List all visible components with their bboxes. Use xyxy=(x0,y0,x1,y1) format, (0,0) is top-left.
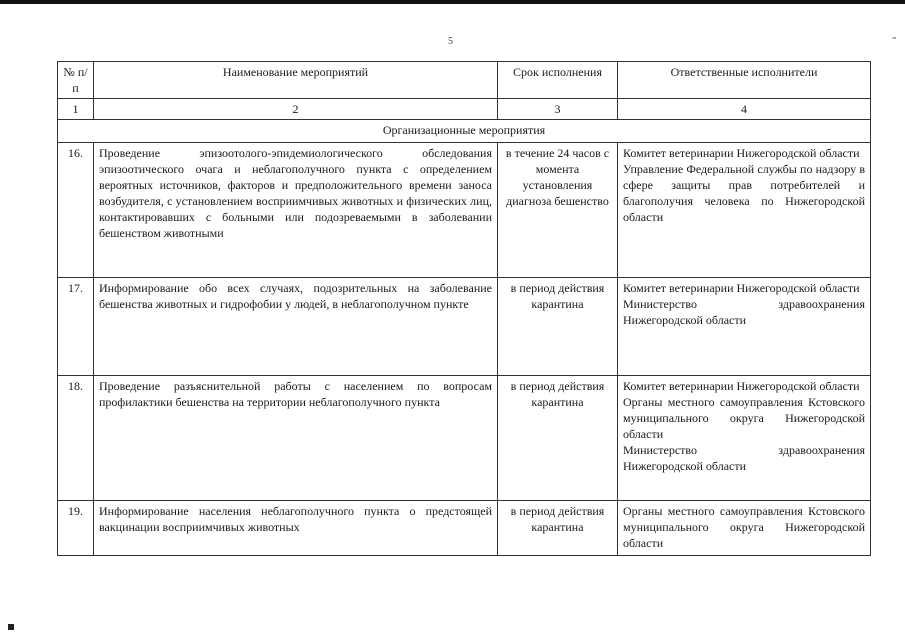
section-row xyxy=(58,120,871,143)
column-index: 3 xyxy=(498,99,618,120)
row-number: 17. xyxy=(58,278,94,376)
table-row xyxy=(58,278,871,376)
responsible-executor: Комитет ветеринарии Нижегородской области xyxy=(623,281,860,295)
corner-mark: - xyxy=(892,30,897,45)
measure-responsible xyxy=(618,278,871,376)
responsible-executor: Органы местного самоуправления Кстовского муниципального округа Нижегородской области xyxy=(623,395,865,441)
measure-term: в течение 24 часов с момента установления диагноза бешенство xyxy=(498,143,618,278)
responsible-executor: Министерство здравоохранения Нижегородской области xyxy=(623,297,865,327)
section-title: Организационные мероприятия xyxy=(58,120,871,143)
responsible-executor: Министерство здравоохранения Нижегородской области xyxy=(623,443,865,473)
header-responsible: Ответственные исполнители xyxy=(618,62,871,99)
measure-term: в период действия карантина xyxy=(498,501,618,556)
measure-name: Проведение разъяснительной работы с населением по вопросам профилактики бешенства на территории неблагополучного пункта xyxy=(94,376,498,501)
table-row xyxy=(58,376,871,501)
measure-name: Информирование обо всех случаях, подозрительных на заболевание бешенства животных и гидрофобии у людей, в неблагополучном пункте xyxy=(94,278,498,376)
measure-term: в период действия карантина xyxy=(498,376,618,501)
column-index: 4 xyxy=(618,99,871,120)
table-header-row xyxy=(58,62,871,99)
column-index: 1 xyxy=(58,99,94,120)
measure-term: в период действия карантина xyxy=(498,278,618,376)
scan-mark xyxy=(8,624,14,630)
measures-table xyxy=(57,61,871,556)
row-number: 16. xyxy=(58,143,94,278)
measure-responsible xyxy=(618,501,871,556)
header-term: Срок исполнения xyxy=(498,62,618,99)
top-border-line xyxy=(0,0,905,4)
responsible-executor: Органы местного самоуправления Кстовского муниципального округа Нижегородской области xyxy=(623,504,865,550)
row-number: 18. xyxy=(58,376,94,501)
table-row xyxy=(58,143,871,278)
column-index: 2 xyxy=(94,99,498,120)
measure-name: Информирование населения неблагополучного пункта о предстоящей вакцинации восприимчивых животных xyxy=(94,501,498,556)
measure-responsible xyxy=(618,143,871,278)
header-name: Наименование мероприятий xyxy=(94,62,498,99)
responsible-executor: Комитет ветеринарии Нижегородской области xyxy=(623,379,860,393)
column-index-row xyxy=(58,99,871,120)
header-num: № п/п xyxy=(58,62,94,99)
row-number: 19. xyxy=(58,501,94,556)
measure-name: Проведение эпизоотолого-эпидемиологического обследования эпизоотического очага и неблагополучного пункта с определением вероятных источников, факторов и предположительного времени заноса возбудителя, с установлением восприимчивых животных и физических лиц, контактировавших с больными или подозреваемыми в заболевании бешенством животными xyxy=(94,143,498,278)
responsible-executor: Комитет ветеринарии Нижегородской области xyxy=(623,146,860,160)
responsible-executor: Управление Федеральной службы по надзору в сфере защиты прав потребителей и благополучия человека по Нижегородской области xyxy=(623,162,865,224)
table-row xyxy=(58,501,871,556)
page-number: 5 xyxy=(448,36,453,47)
measure-responsible xyxy=(618,376,871,501)
